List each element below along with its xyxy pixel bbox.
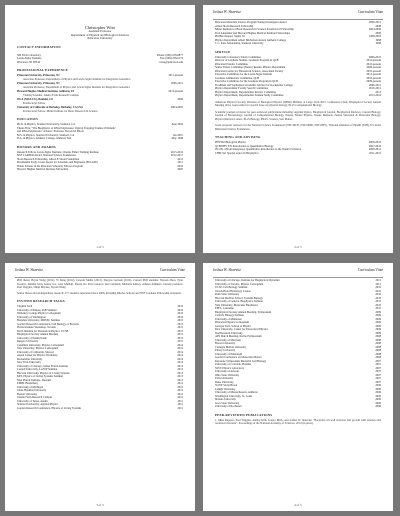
honors-list: [17, 151, 183, 172]
service-text: University Laboratory Safety Committee: [215, 55, 261, 59]
honor-text: NSF CAREER Award, National Science Foundation: [17, 154, 76, 158]
talk-text: Northwestern University: [215, 331, 243, 335]
talk-date: 2012: [177, 389, 183, 392]
talk-text: Janelia Farm Research Campus: [17, 396, 53, 399]
page-4-footer: 4 of 5: [294, 503, 302, 507]
talk-text: University of Maryland: [215, 338, 242, 342]
talk-date: 2016: [177, 308, 183, 312]
talk-date: 2013: [177, 375, 183, 378]
talk-text: University of Chicago, Institute for Biophysical Dynamics: [215, 279, 281, 282]
service-text: Physics Department, Departmental Student Study Committee: [215, 94, 284, 97]
header-name: Joshua W. Shaevitz: [213, 268, 241, 272]
talk-text: Wellesley College Physics Colloquium: [17, 312, 61, 315]
service-row: [215, 94, 381, 98]
talk-date: 2014: [177, 347, 183, 350]
talk-text: Penn State University: [215, 293, 240, 296]
talk-date: 2015: [177, 329, 183, 333]
award-date: 2009-2011: [368, 21, 381, 24]
talk-date: 2010: [375, 303, 381, 307]
page-1-body: [17, 25, 183, 243]
talk-date: 2014: [177, 343, 183, 347]
talk-date: 2008: [375, 356, 381, 359]
service-date: 2010-present: [366, 69, 381, 73]
contact-fax: Fax: (609) 258-6175: [159, 57, 183, 61]
page-4-header: [213, 268, 383, 278]
talk-date: 2007: [375, 359, 381, 363]
talk-date: 2012: [177, 385, 183, 389]
talk-text: Cornell University, LASSP Seminar: [17, 368, 58, 371]
talk-date: 2009: [375, 314, 381, 317]
honor-date: 2015-2016: [170, 150, 183, 154]
cv-dept: Department of Physical and Biological Sciences: [71, 32, 129, 37]
service-text: Senior Thesis Committee (Neuro) Reader, Physics Department: [215, 66, 286, 69]
education-row: [17, 137, 183, 141]
service-date: 2013: [375, 90, 381, 94]
experience-desc: Assistant Professor, Department of Physics and Lewis-Sigler Institute for Integrative Genomics: [23, 85, 130, 89]
contact-address-2: Lewis-Sigler Institute: [17, 57, 42, 61]
experience-date: 2014-present: [168, 90, 183, 94]
service-date: 2014-present: [366, 59, 381, 62]
awards-continued-list: [215, 21, 381, 46]
education-date: June 2004: [171, 123, 183, 127]
experience-org: JILA (NIST-CU), Boulder, CO: [17, 98, 54, 102]
talk-text: Woods Hole Physiology Course: [215, 289, 251, 293]
page-2: [203, 5, 393, 253]
grants-paragraph: Grant proposal reviewer for the National Science Foundation (NSF-MCB, NSF-DMR, NSF-PHY), National Institutes of Health (NIH), US-Israel Binational Science Foundation.: [215, 124, 381, 131]
talk-text: Lehigh University: [215, 387, 236, 391]
advising-paragraph: PhD thesis: Bryan Weng (2012), Yi Deng (2012), Jaswant Mehta (2013), Shreyas Gurnani (2016). Current PhD students: Yuxuan Zhou, Tyler Koutras, Jennifer Kim, Gunsu Joo, Gary Mulhall, Shawn Jia. Past postdocs: Ian Campbell, Michelle Kinsey, Ammar Adhikari. Current postdocs: Paul Wiggins, Shinji Miyake, Siyuan Wang.: [17, 279, 183, 289]
service-text: Princeton Postdoc Committee: [215, 62, 249, 66]
talk-text: University of Texas, Austin: [17, 399, 48, 403]
cv-name: Christopher Wise: [84, 25, 116, 30]
experience-date: 2006-2011: [170, 82, 183, 86]
experience-desc: Postdoctoral Fellow, Miller Institute for Basic Research in Science: [23, 109, 98, 113]
talk-text: Stanford University, Applied Physics: [17, 403, 59, 406]
service-date: 2006-2010: [368, 55, 381, 59]
award-text: Miller Institute for Basic Research in Science Postdoctoral Fellowship: [215, 28, 294, 31]
publication-1: 1. Mike Ruppert, Paul Wiggins, Ashley Kim, Gregor Mills, and Joshua W. Shaevitz, "Bacterial cell wall structure and growth with rotation axis rotation in bacteria", Proceedings of the National Academy of Sciences, 2014 (in press).: [215, 418, 381, 425]
talk-text: Yale University, Molecular Biophysics: [215, 303, 259, 307]
honor-text: Sloan Research Fellowship, Alfred P. Sloan Foundation: [17, 157, 80, 161]
talk-date: 2012: [177, 382, 183, 385]
honor-date: 2010: [177, 164, 183, 168]
talk-text: Rockefeller University: [17, 357, 43, 361]
talk-date: 2016: [177, 315, 183, 319]
service-text: Freshman and Sophomore Academic Adviser for Rockefeller College: [215, 83, 293, 87]
honor-text: Research Fellow, Lewis-Sigler Institute, Charles Elmer Training Institute: [17, 150, 99, 154]
course-text: ISC231-236 An Integrated, Quantitative Introduction to the Natural Sciences: [215, 148, 301, 151]
honor-date: 2012-2017: [170, 154, 183, 158]
talk-date: 2007: [375, 370, 381, 373]
section-experience: PROFESSIONAL EXPERIENCE: [17, 68, 68, 73]
service-text: Executive Committee for the Lewis-Sigler Institute: [215, 73, 273, 76]
talk-date: 2010: [375, 289, 381, 293]
talk-date: 2008: [375, 345, 381, 349]
award-date: 2000: [375, 31, 381, 35]
talk-text: Harvard Medical School, Systems Biology: [215, 296, 263, 300]
contact-phone: Phone: (609) 258-6877: [157, 53, 183, 57]
talk-text: Max Planck Institute, Dresden: [17, 378, 52, 382]
talk-row: [17, 407, 183, 411]
education-text: Thesis Title: "The Biophysics of RNA Polymerase: Optical Trapping Studies Of Kinetic: [17, 126, 116, 130]
experience-desc: Postdoctoral Fellow: [23, 101, 46, 105]
service-text: Director of Graduate Studies, Graduate Program in QCB: [215, 59, 279, 62]
talk-text: Duke University: [215, 380, 234, 384]
talk-text: University of California, Merced: [17, 350, 54, 354]
service-date: 2010-2011: [368, 87, 381, 90]
talk-date: 2006: [375, 387, 381, 391]
education-text: and DNA Polymerase" Advisor: Professor Steven M. Block: [17, 130, 84, 134]
talk-text: Harvard University, Physics of Living Systems: [17, 371, 70, 375]
course-row: [215, 152, 381, 156]
award-text: Physics Department Albert Michelson Award, Amherst College: [215, 38, 286, 42]
undergrad-paragraph: Senior theses and undergraduate research: 15+ students supervised since 2006, including Rhodes Scholar and NSF Graduate Fellowship recipients.: [17, 291, 182, 295]
talk-text: University of Toronto, Physics Colloquium: [215, 282, 264, 286]
course-text: PHY562 Biological Physics: [215, 141, 247, 144]
page-2-header: [213, 10, 383, 20]
header-title: Curriculum Vitae: [358, 268, 383, 272]
award-date: 2008: [375, 24, 381, 28]
talk-date: 2009: [375, 310, 381, 314]
service-date: 2013-present: [366, 73, 381, 76]
honor-row: [17, 168, 183, 172]
talk-text: Indiana University: [215, 398, 236, 401]
talks-continued-list: [215, 279, 381, 409]
service-date: 2010-present: [366, 76, 381, 80]
service-text: Executive Committee for the Graduate Program in QCB: [215, 80, 278, 83]
page-2-body: [215, 21, 381, 243]
section-invited-talks: INVITED RESEARCH TALKS: [17, 299, 65, 303]
talk-text: Iowa State University: [215, 401, 240, 405]
talk-date: 2014: [177, 357, 183, 361]
education-text: B.A. in Physics, Amherst College, Amherst, MA: [17, 137, 72, 141]
award-text: Phi Beta Kappa; Sigma Xi: [215, 35, 245, 38]
education-date: Jan 2001: [172, 133, 183, 137]
talk-date: 2011: [375, 279, 381, 282]
honor-text: Howard Hughes Medical Institute Fellowship: [17, 168, 69, 172]
talk-text: Brown University: [215, 342, 236, 345]
experience-date: 2006: [177, 98, 183, 102]
talk-text: MIT, Physics of Living Systems Seminar: [17, 375, 64, 378]
header-name: Joshua W. Shaevitz: [15, 268, 43, 272]
service-list: [215, 56, 381, 98]
talk-date: 2013: [177, 378, 183, 382]
page-3-header: [15, 268, 185, 278]
honor-date: 2005: [177, 168, 183, 172]
talk-date: 2009: [375, 328, 381, 331]
cv-school: Princeton University: [87, 36, 113, 41]
talk-date: 2014: [177, 361, 183, 364]
talk-text: University of Minnesota: [215, 317, 243, 321]
header-name: Joshua W. Shaevitz: [213, 10, 241, 14]
talk-date: 2006: [375, 398, 381, 401]
talk-text: University of Colorado, Boulder: [215, 363, 252, 366]
talk-date: 2015: [177, 333, 183, 336]
header-title: Curriculum Vitae: [358, 10, 383, 14]
education-list: [17, 123, 183, 141]
honor-text: Fisher Scholar in the Princeton Scholarly Fellows Program: [17, 164, 83, 168]
service-text: Physics Department Faculty Search Committee: [215, 87, 268, 90]
experience-list: [17, 74, 183, 113]
talk-date: 2011: [177, 403, 183, 406]
course-text: CHM 5xx Special topics in Biophysics: [215, 151, 259, 155]
talk-date: 2007: [375, 363, 381, 366]
talk-date: 2006: [375, 394, 381, 398]
talk-date: 2008: [375, 352, 381, 356]
education-text: M.S. in Physics, Stanford University, Stanford, CA: [17, 133, 75, 137]
talk-text: Kavli Institute for Theoretical Physics, UCSB: [17, 329, 69, 333]
talk-date: 2007: [375, 373, 381, 377]
talk-date: 2012: [177, 392, 183, 396]
talk-text: EMBL Heidelberg: [17, 382, 38, 385]
course-date: 2009-2012: [368, 148, 381, 151]
award-text: Fred Alexander and Howard Hughes Medical Institute Fellowships: [215, 31, 290, 35]
talk-date: 2016: [177, 312, 183, 315]
experience-desc: Associate Professor, Department of Physics and Lewis-Sigler Institute for Integrative Genomics: [23, 77, 131, 81]
page-3-body: [17, 279, 183, 501]
page-4: [203, 263, 393, 511]
section-teaching: TEACHING AND ADVISING: [215, 135, 261, 139]
talk-date: 2007: [375, 380, 381, 384]
talk-text: SUNY Stony Brook: [215, 384, 238, 387]
talk-text: University of Chicago, James Franck Institute: [17, 364, 69, 368]
award-date: 1998: [375, 42, 381, 45]
talk-date: 2012: [177, 396, 183, 399]
talk-text: Washington University, St. Louis: [215, 394, 253, 398]
talk-date: 2013: [177, 371, 183, 375]
talk-date: 2014: [177, 354, 183, 357]
talk-text: Brandeis University, MRSEC Seminar: [17, 319, 61, 322]
talk-date: 2009: [375, 324, 381, 328]
experience-org: Princeton University, Princeton, NJ: [17, 74, 60, 78]
award-text: Alfred Sloan Research Fellowship: [215, 24, 254, 28]
course-date: 2011-2015: [368, 151, 381, 155]
contact-address-3: Princeton, NJ 08544: [17, 60, 40, 64]
talk-date: 2006: [375, 401, 381, 405]
award-row: [215, 42, 381, 46]
contact-left: [17, 54, 41, 65]
talk-date: 2009: [375, 331, 381, 335]
experience-org: Princeton University, Princeton, NJ: [17, 82, 60, 86]
talk-text: Gordon Research Conference, Physics of Living Systems: [17, 406, 82, 410]
page-1-footer: 1 of 5: [96, 245, 104, 249]
honor-date: 2012: [177, 157, 183, 161]
page-2-footer: 2 of 5: [294, 245, 302, 249]
talk-text: Ohio State University: [215, 373, 240, 377]
talk-date: 2011: [375, 282, 381, 286]
talk-text: Emory University: [215, 349, 236, 352]
talk-text: Biophysical Society Annual Meeting: [17, 333, 59, 336]
section-contact: CONTACT INFORMATION: [17, 45, 61, 50]
talk-text: University of Arizona: [215, 370, 240, 373]
talk-date: 2008: [375, 342, 381, 345]
teaching-list: [215, 141, 381, 155]
section-honors: HONORS AND AWARDS: [17, 144, 56, 149]
section-education: EDUCATION: [17, 117, 39, 122]
talk-text: Georgia Tech, School of Physics: [215, 324, 252, 328]
service-date: 2015-2016: [368, 94, 381, 97]
page-3: [5, 263, 195, 511]
award-text: J. C. Kato Scholarship, Stanford University: [215, 42, 264, 45]
talk-text: University of Pittsburgh: [215, 352, 242, 356]
talk-row: [215, 405, 381, 409]
talk-text: Columbia University, Physics Colloquium: [17, 343, 65, 347]
talk-text: Keystone Symposium, Bacterial Cell Biology: [215, 359, 267, 363]
talk-date: 2016: [177, 305, 183, 308]
talk-date: 2006: [375, 391, 381, 394]
experience-desc: Visiting Scientist, Janelia Farm Research Campus: [23, 93, 79, 97]
talk-text: Carnegie Mellon University: [215, 345, 247, 349]
talk-text: Biophysical Society Annual Meeting, Symposium: [215, 310, 272, 314]
talk-text: Gordon Conference on Molecular Motors: [215, 356, 262, 359]
invited-talks-list: [17, 305, 183, 410]
talk-text: Tufts University: [215, 377, 234, 380]
talk-date: 2006: [375, 405, 381, 408]
talk-date: 2015: [177, 322, 183, 326]
talk-text: Virginia Tech: [17, 305, 33, 308]
contact-right: [157, 54, 183, 65]
experience-date: 2004-2005: [170, 106, 183, 110]
award-date: 1998-2003: [368, 35, 381, 38]
contact-email[interactable]: cwise@princeton.edu: [158, 60, 183, 64]
talk-date: 2008: [375, 349, 381, 352]
talk-text: Aspen Center for Physics Workshop: [17, 354, 58, 357]
talk-text: Caltech, Biology Seminar: [215, 314, 244, 317]
experience-date: 2011-present: [168, 74, 183, 78]
talk-text: New York University: [17, 361, 41, 364]
talk-date: 2007: [375, 366, 381, 370]
talk-text: University of Massachusetts, Amherst: [215, 391, 258, 394]
talk-text: NIST, Physics Laboratory: [215, 366, 245, 370]
talk-text: University of Michigan: [17, 385, 44, 389]
service-date: 2006-2011: [368, 83, 381, 87]
cv-role: Assistant Professor: [88, 29, 112, 33]
education-text: Ph.D. in Physics, Stanford University, Stanford, CA: [17, 123, 76, 127]
talk-date: 2015: [177, 336, 183, 340]
talk-date: 2015: [177, 326, 183, 329]
talk-text: APS March Meeting, Invited Symposium: [215, 335, 262, 338]
talk-text: UCSF, Cell Biology Seminar: [215, 286, 248, 289]
talk-date: 2010: [375, 296, 381, 300]
talk-text: University of Geneva, Biophysics Seminar: [215, 300, 263, 303]
page-3-footer: 3 of 5: [96, 503, 104, 507]
talk-text: Fields Institute Workshop, Toronto: [17, 326, 56, 329]
talk-date: 2010: [375, 300, 381, 303]
award-date: 2004-2006: [368, 28, 381, 31]
talk-date: 2006: [375, 384, 381, 387]
talk-date: 2013: [177, 364, 183, 368]
talk-text: Princeton Physics Colloquium: [215, 321, 250, 324]
talk-date: 2014: [177, 350, 183, 354]
talk-date: 2007: [375, 377, 381, 380]
course-date: 2008-2016: [368, 141, 381, 144]
talk-text: Rutgers University: [17, 340, 39, 343]
talk-text: Yale University, Physics Colloquium: [17, 347, 59, 350]
education-date: May 1998: [171, 137, 183, 141]
talk-date: 2011: [177, 406, 183, 410]
talk-text: University of Rochester: [215, 405, 242, 408]
talk-text: Rice University, Center for Theoretical Physics: [215, 328, 268, 331]
talk-date: 2008: [375, 338, 381, 342]
service-text: Princeton Center for Theoretical Science, Associated Faculty: [215, 69, 284, 73]
honor-date: 2011: [177, 161, 183, 165]
honor-text: Presidential Early Career Award for Scientists and Engineers (PECASE): [17, 161, 98, 165]
section-publications: PEER-REVIEWED PUBLICATIONS: [215, 412, 273, 417]
talk-text: Gordon Research Conference, Cell Biology of Bacteria: [17, 322, 79, 326]
talk-text: University of Pennsylvania: [17, 336, 48, 340]
talk-date: 2008: [375, 335, 381, 338]
talk-date: 2015: [177, 319, 183, 322]
service-paragraph: American Physical Society Division of Biological Physics (DBIO) Member at Large 2012-2015. Conference Chair, Biophysical Society Annual Meeting 2014. Guest editor for special issue on physical biology, PLoS Computational Biology.: [215, 100, 381, 107]
talk-date: 2011: [177, 399, 183, 403]
talk-date: 2015: [177, 340, 183, 343]
course-text: QCB/PHY 570 Introduction to Quantitative Biology: [215, 144, 274, 148]
experience-org: Howard Hughes Medical Institute, Ashburn, VA: [17, 90, 75, 94]
talk-text: EPFL, Lausanne: [215, 307, 234, 310]
talk-text: University of Washington: [17, 315, 46, 319]
contact-address-1: 300 Frick Laboratory: [17, 53, 41, 57]
award-date: 1998: [375, 38, 381, 42]
journals-paragraph: Scientific journals reviewer for peer-reviewed publications including: Applied Optics, Biophysical Journal, Biophysical Reviews, Current Biology, Journal of Bacteriology, Journal of Computational Biology, Nature, Nature Physics, Nature Methods, Nature Structural & Molecular Biology, Physical Review Letters, PLoS Biology, PNAS, Science, Soft Matter.: [215, 110, 381, 121]
service-text: Physics Department, Departmental Review Committee: [215, 90, 277, 94]
contact-block: [17, 54, 183, 65]
talk-text: Boston University: [17, 392, 38, 396]
talk-date: 2010: [375, 286, 381, 289]
header-title: Curriculum Vitae: [160, 268, 185, 272]
award-text: Princeton Materials Science Program Young Investigator Award: [215, 21, 287, 24]
service-date: 2006-present: [366, 66, 381, 69]
talk-text: Johns Hopkins University: [17, 389, 47, 392]
service-date: 2009-present: [366, 80, 381, 83]
course-date: 2007-2016: [368, 144, 381, 148]
talk-date: 2010: [375, 293, 381, 296]
talk-text: University of Illinois, IGB Seminar: [17, 308, 57, 312]
talk-date: 2010: [375, 307, 381, 310]
talk-date: 2009: [375, 321, 381, 324]
service-text: Graduate Admissions Committee, QCB: [215, 76, 260, 80]
service-date: 2010-present: [366, 62, 381, 66]
page-4-body: [215, 279, 381, 501]
page-1: [5, 5, 195, 253]
section-service: SERVICE: [215, 49, 231, 54]
talk-date: 2009: [375, 317, 381, 321]
talk-date: 2013: [177, 368, 183, 371]
experience-org: University of California at Berkeley, Berkeley, CA USA: [17, 106, 83, 110]
